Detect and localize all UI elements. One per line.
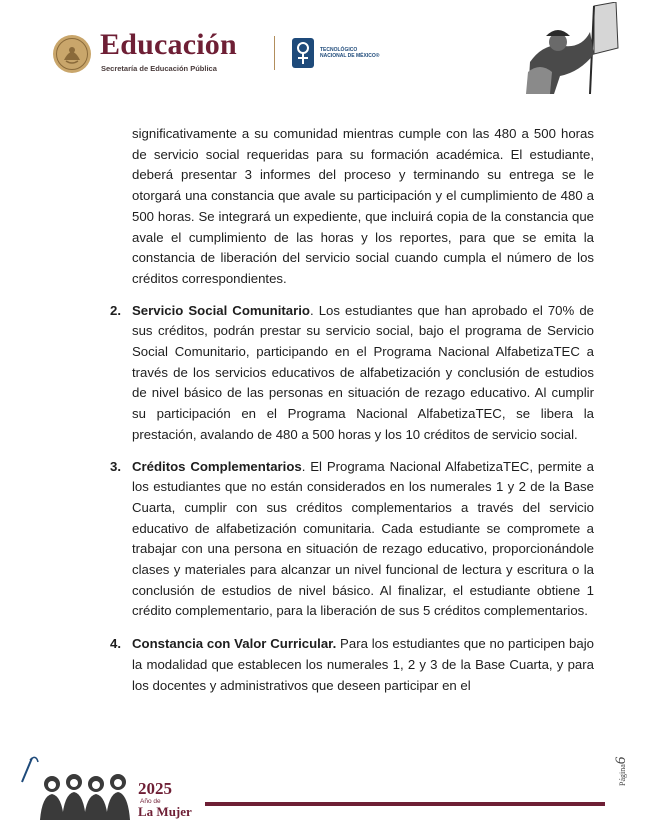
list-item <box>110 634 594 696</box>
list-item <box>110 301 594 446</box>
item-title: Servicio Social Comunitario <box>132 302 310 318</box>
page-word: Página <box>618 764 627 786</box>
item-text: Para los estudiantes que no participen bajo la modalidad que establecen los numerales 1, 2 y 3 de la Base Cuarta, y para los docentes y administrativos que deseen participar en el <box>132 636 594 693</box>
page-header <box>0 0 658 100</box>
item-number: 3. <box>110 458 121 474</box>
national-seal-icon <box>52 34 92 74</box>
footer-rule <box>205 802 605 806</box>
tecnm-label-line2: NACIONAL DE MÉXICO® <box>320 53 380 59</box>
item-number: 2. <box>110 302 121 318</box>
tecnm-logo-icon <box>290 36 316 70</box>
year-title: La Mujer <box>138 804 192 819</box>
header-divider <box>274 36 275 70</box>
item-title: Constancia con Valor Curricular. <box>132 636 337 652</box>
flag-woman-illustration-icon <box>524 2 620 96</box>
brand-subtitle: Secretaría de Educación Pública <box>101 64 217 73</box>
brand-title: Educación <box>100 28 237 61</box>
year-caption: Año de <box>140 798 161 805</box>
tecnm-label-line1: TECNOLÓGICO <box>320 47 358 53</box>
tecnm-label <box>320 47 380 59</box>
year-label: 2025 <box>138 779 172 798</box>
page-number <box>612 757 630 786</box>
women-illustration-icon <box>16 752 136 820</box>
document-body <box>110 124 594 696</box>
item-text: . El Programa Nacional AlfabetizaTEC, permite a los estudiantes que no están considerados en los numerales 1 y 2 de la Base Cuarta, cumplir con sus créditos complementarios a través del servicio educativo de alfabetización comunitaria. Cada estudiante se compromete a trabajar con una persona en situación de rezago educativo, proporcionándole clases y materiales para alcanzar un nivel funcional de lectura y escritura o la conclusión de estudios de nivel básico. Al finalizar, el estudiante obtiene 1 crédito complementario, para la liberación de sus 5 créditos complementarios. <box>132 458 594 619</box>
item-title: Créditos Complementarios <box>132 458 302 474</box>
page-number-value: 6 <box>613 756 629 765</box>
item-number: 4. <box>110 636 121 652</box>
intro-paragraph: significativamente a su comunidad mientras cumple con las 480 a 500 horas de servicio social requeridas para su formación académica. El estudiante, deberá presentar 3 informes del proceso y terminando su entrega se le otorgará una constancia que avale su participación y el cumplimiento de 480 a 500 horas. Se integrará un expediente, que incluirá copia de la constancia que avale el cumplimiento de las horas y los reportes, para que se emita la constancia de liberación del servicio social cuando cumpla el número de los créditos correspondientes. <box>132 126 594 286</box>
list-item <box>110 457 594 623</box>
item-text: . Los estudiantes que han aprobado el 70% de sus créditos, podrán prestar su servicio social, bajo el programa de Servicio Social Comunitario, participando en el Programa Nacional AlfabetizaTEC a través de los servicios educativos de alfabetización y conclusión de estudios de nivel básico de las personas en situación de rezago educativo. Al cumplir su participación en el Programa Nacional AlfabetizaTEC, se libera la prestación, avalando de 480 a 500 horas y los 10 créditos de servicio social. <box>132 302 594 442</box>
